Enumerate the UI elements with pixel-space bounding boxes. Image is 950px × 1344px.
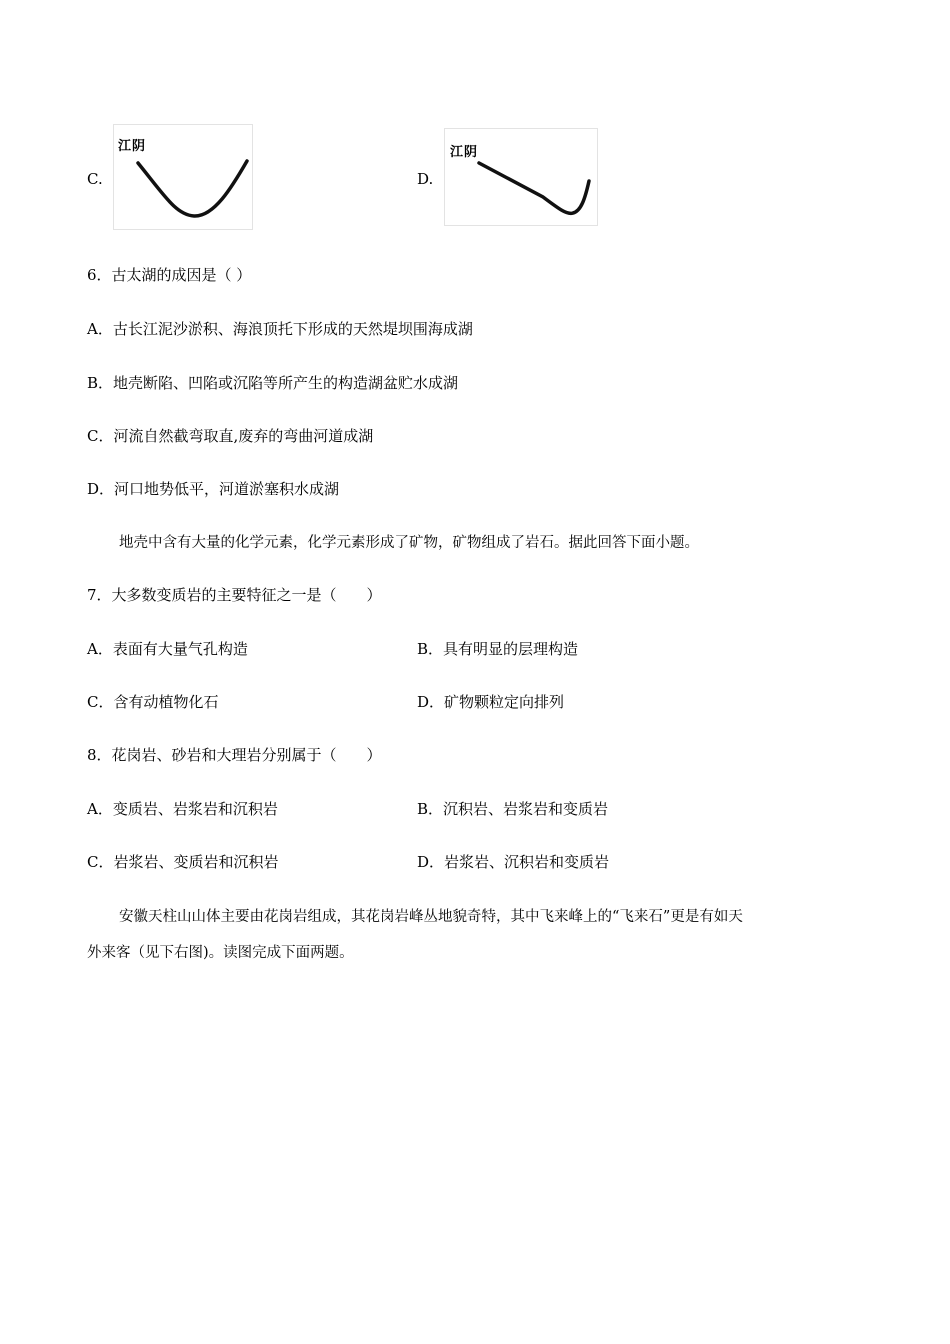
q8-option-b: B．沉积岩、岩浆岩和变质岩 bbox=[417, 800, 609, 818]
q6-option-d: D．河口地势低平，河道淤塞积水成湖 bbox=[87, 480, 340, 498]
q7-option-a: A．表面有大量气孔构造 bbox=[87, 640, 248, 658]
q7-stem: 7．大多数变质岩的主要特征之一是（ ） bbox=[87, 586, 382, 604]
q6-stem: 6．古太湖的成因是（ ） bbox=[87, 266, 252, 284]
q6-option-c: C．河流自然截弯取直,废弃的弯曲河道成湖 bbox=[87, 427, 374, 445]
q8-option-a: A．变质岩、岩浆岩和沉积岩 bbox=[87, 800, 278, 818]
q8-stem: 8．花岗岩、砂岩和大理岩分别属于（ ） bbox=[87, 746, 382, 764]
figure-d bbox=[444, 128, 598, 226]
q6-option-a: A．古长江泥沙淤积、海浪顶托下形成的天然堤坝围海成湖 bbox=[87, 320, 473, 338]
q7-option-d: D．矿物颗粒定向排列 bbox=[417, 693, 565, 711]
option-c-label: C. bbox=[87, 170, 103, 188]
passage-2-line-1: 安徽天柱山山体主要由花岗岩组成，其花岗岩峰丛地貌奇特，其中飞来峰上的“飞来石”更是有如天 bbox=[119, 909, 743, 925]
figure-c bbox=[113, 124, 253, 230]
q7-option-b: B．具有明显的层理构造 bbox=[417, 640, 579, 658]
passage-2-line-2: 外来客（见下右图)。读图完成下面两题。 bbox=[87, 945, 354, 961]
figure-d-curve bbox=[445, 129, 597, 225]
q8-option-d: D．岩浆岩、沉积岩和变质岩 bbox=[417, 853, 610, 871]
q7-option-c: C．含有动植物化石 bbox=[87, 693, 219, 711]
passage-1: 地壳中含有大量的化学元素，化学元素形成了矿物，矿物组成了岩石。据此回答下面小题。 bbox=[119, 535, 699, 551]
figure-c-label: 江阴 bbox=[118, 139, 147, 154]
option-d-label: D. bbox=[417, 170, 434, 188]
figure-c-curve bbox=[114, 125, 252, 229]
figure-d-label: 江阴 bbox=[450, 145, 479, 160]
q8-option-c: C．岩浆岩、变质岩和沉积岩 bbox=[87, 853, 279, 871]
q6-option-b: B．地壳断陷、凹陷或沉陷等所产生的构造湖盆贮水成湖 bbox=[87, 374, 459, 392]
